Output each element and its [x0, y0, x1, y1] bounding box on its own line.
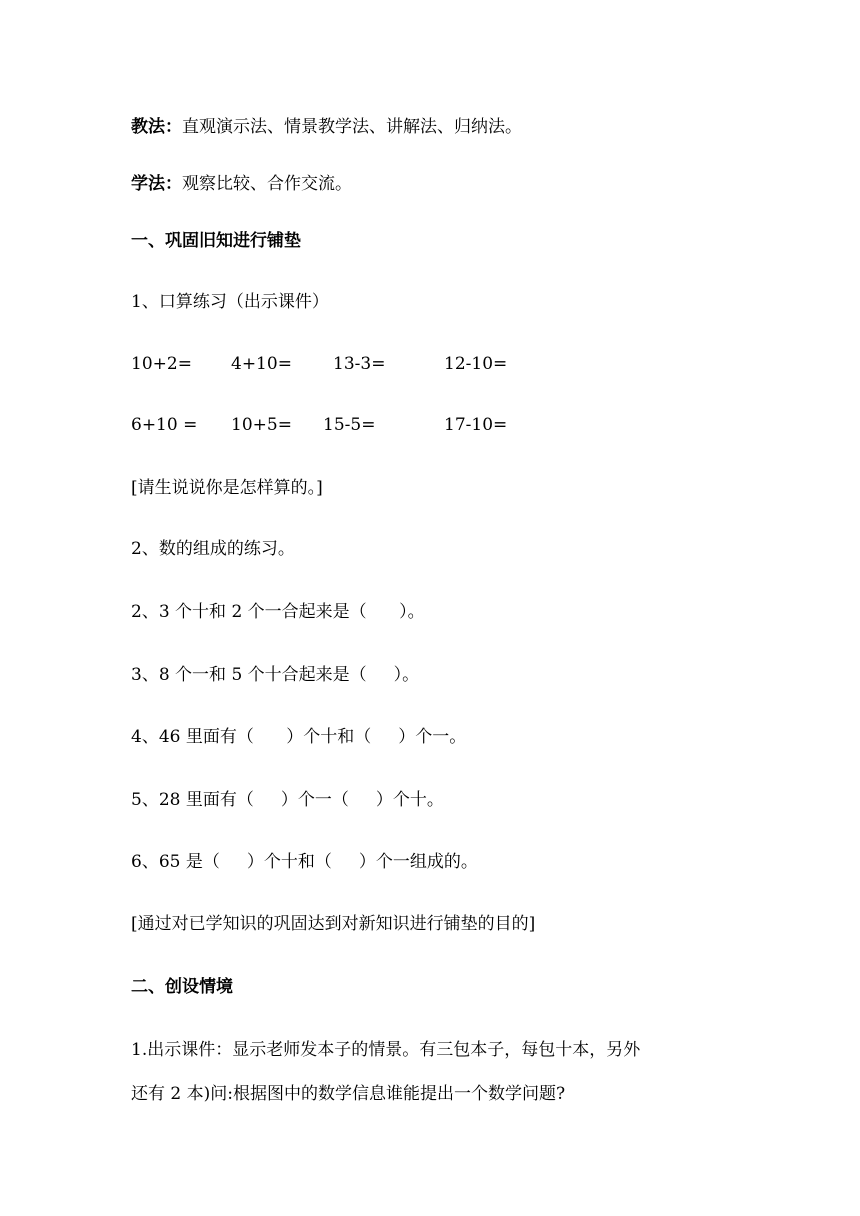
question-4: 5、28 里面有（ ）个一（ ）个十。: [131, 790, 444, 810]
question-1: 2、3 个十和 2 个一合起来是（ ）。: [131, 602, 425, 622]
calc-r1c4: 12-10=: [444, 354, 508, 374]
question-2: 3、8 个一和 5 个十合起来是（ ）。: [131, 665, 420, 685]
calc-r2c1: 6+10 =: [131, 415, 198, 435]
study-method-line: [131, 173, 352, 195]
study-method-label: 学法：: [131, 174, 182, 194]
calc-r2c3: 15-5=: [323, 415, 376, 435]
section1-heading: 一、巩固旧知进行铺垫: [131, 231, 301, 251]
study-method-text: 观察比较、合作交流。: [182, 174, 352, 194]
question-3: 4、46 里面有（ ）个十和（ ）个一。: [131, 727, 467, 747]
question-5: 6、65 是（ ）个十和（ ）个一组成的。: [131, 852, 478, 872]
section2-heading: 二、创设情境: [131, 977, 233, 997]
teaching-method-label: 教法：: [131, 117, 182, 137]
situation-paragraph-line2: 还有 2 本)问:根据图中的数学信息谁能提出一个数学问题?: [131, 1084, 566, 1104]
teaching-method-text: 直观演示法、情景教学法、讲解法、归纳法。: [182, 117, 522, 137]
teaching-method-line: [131, 116, 522, 138]
calc-r1c2: 4+10=: [231, 354, 292, 374]
purpose-note: [通过对已学知识的巩固达到对新知识进行铺垫的目的]: [131, 914, 536, 934]
explain-note: [请生说说你是怎样算的。]: [131, 478, 323, 498]
calc-r1c1: 10+2=: [131, 354, 192, 374]
composition-item: 2、数的组成的练习。: [131, 539, 295, 559]
calc-r1c3: 13-3=: [333, 354, 386, 374]
calc-r2c2: 10+5=: [231, 415, 292, 435]
calc-r2c4: 17-10=: [444, 415, 508, 435]
oral-practice-item: 1、口算练习（出示课件）: [131, 292, 329, 312]
situation-paragraph-line1: 1.出示课件：显示老师发本子的情景。有三包本子，每包十本，另外: [131, 1040, 641, 1060]
